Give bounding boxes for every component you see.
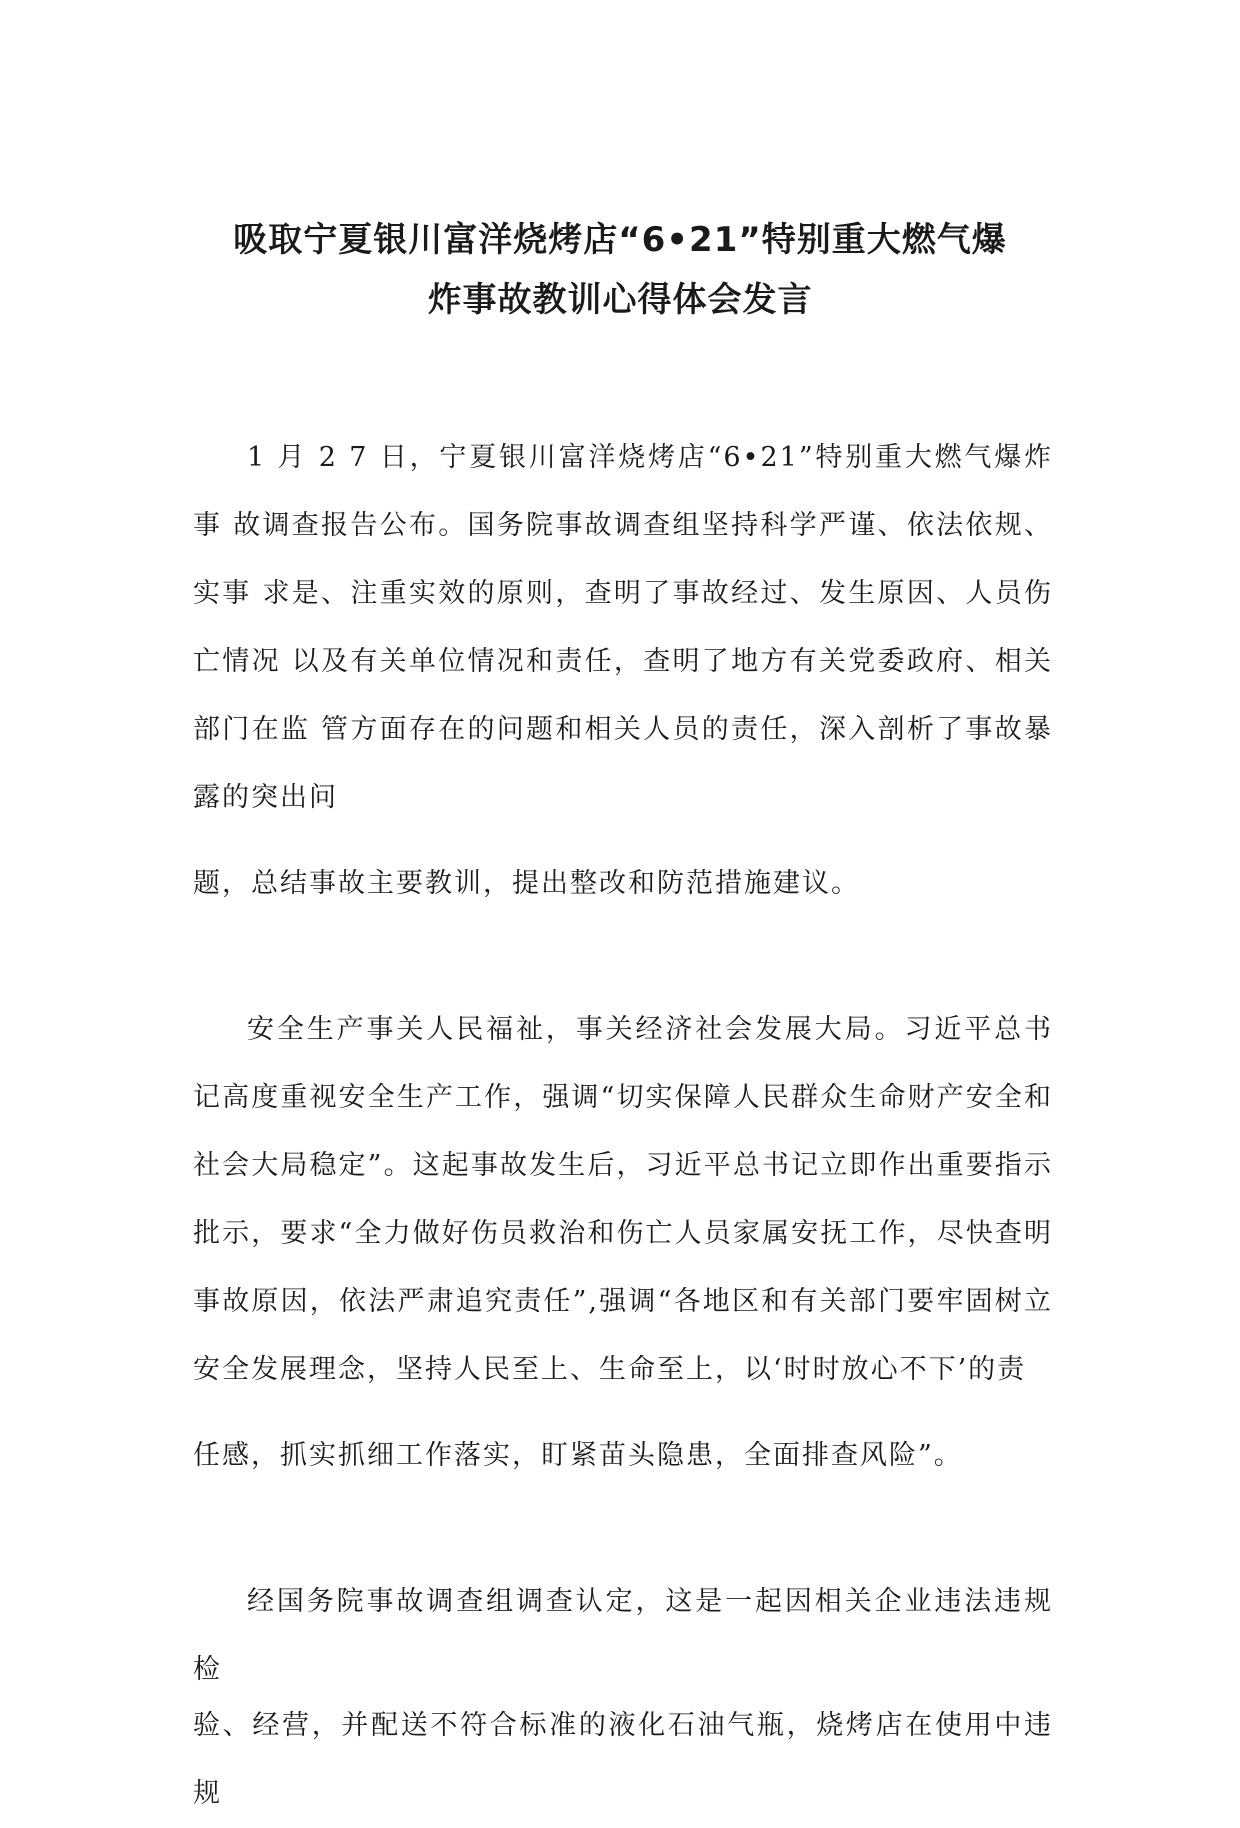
paragraph-1-continuation: 题，总结事故主要教训，提出整改和防范措施建议。 bbox=[193, 868, 860, 899]
paragraph-2: 安全生产事关人民福祉，事关经济社会发展大局。习近平总书记高度重视安全生产工作，强调“切实保障人民群众生命财产安全和社会大局稳定”。这起事故发生后，习近平总书记立即作出重要指示批示，要求“全力做好伤员救治和伤亡人员家属安抚工作，尽快查明事故原因，依法严肃追究责任”,强调“各地区和有关部门要牢固树立安全发展理念，坚持人民至上、生命至上，以‘时时放心不下’的责 bbox=[193, 1014, 1053, 1385]
paragraph-1: 1 月 2 7 日，宁夏银川富洋烧烤店“6•21”特别重大燃气爆炸事 故调查报告公布。国务院事故调查组坚持科学严谨、依法依规、实事 求是、注重实效的原则，查明了事故经过、发生原因、人员伤亡情况 以及有关单位情况和责任，查明了地方有关党委政府、相关部门在监 管方面存在的问题和相关人员的责任，深入剖析了事故暴露的突出问 bbox=[193, 442, 1053, 813]
document-title-line-1: 吸取宁夏银川富洋烧烤店“6•21”特别重大燃气爆 bbox=[233, 220, 1007, 260]
paragraph-3-continuation: 验、经营，并配送不符合标准的液化石油气瓶，烧烤店在使用中违规 bbox=[193, 1710, 1053, 1809]
paragraph-3: 经国务院事故调查组调查认定，这是一起因相关企业违法违规检 bbox=[193, 1586, 1053, 1685]
document-title-line-2: 炸事故教训心得体会发言 bbox=[427, 280, 813, 320]
paragraph-2-continuation: 任感，抓实抓细工作落实，盯紧苗头隐患，全面排查风险”。 bbox=[193, 1440, 963, 1471]
